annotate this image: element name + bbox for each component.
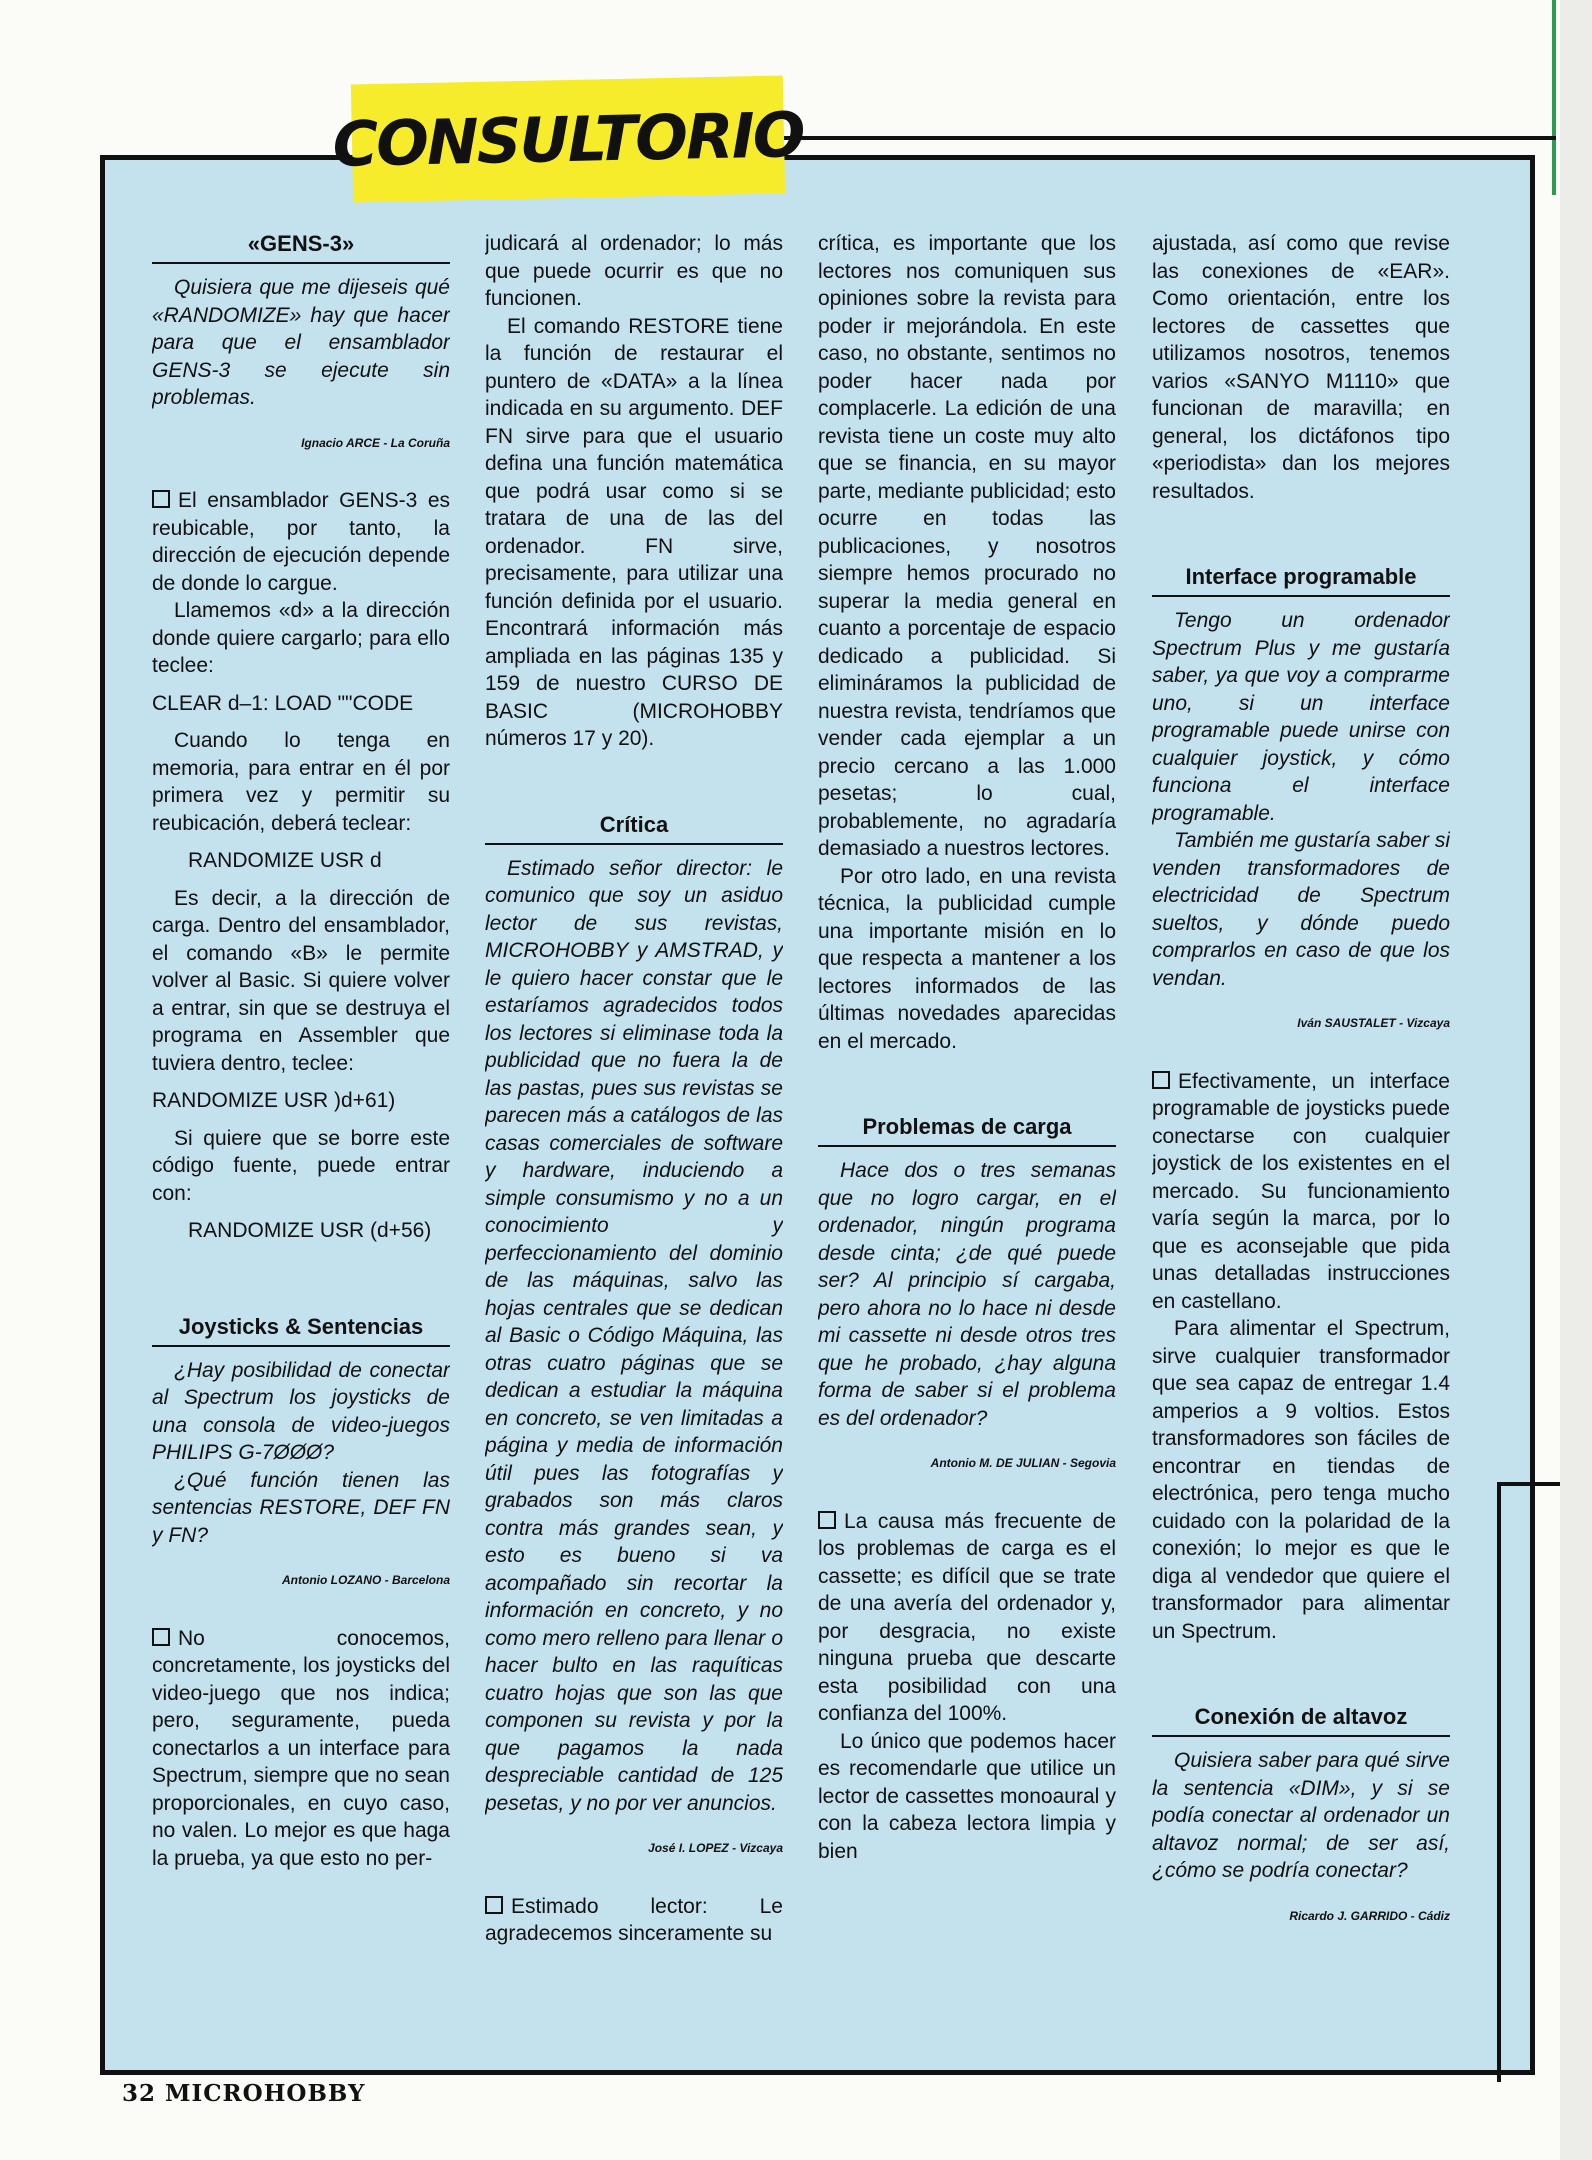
page-footer bbox=[122, 2080, 365, 2107]
signature: Ignacio ARCE - La Coruña bbox=[301, 435, 450, 450]
spacer bbox=[485, 753, 783, 811]
heading-joysticks: Joysticks & Sentencias bbox=[152, 1313, 450, 1347]
page-number: 32 bbox=[122, 2080, 157, 2107]
paragraph: Si quiere que se borre este código fuente, puede entrar con: bbox=[152, 1126, 450, 1205]
signature: Antonio M. DE JULIAN - Segovia bbox=[930, 1456, 1116, 1470]
paragraph: Lo único que podemos hacer es recomendarle que utilice un lector de cassettes monoaural y con la cabeza lectora limpia y bien bbox=[818, 1729, 1116, 1863]
signature: Ricardo J. GARRIDO - Cádiz bbox=[1289, 1908, 1450, 1923]
paragraph: Por otro lado, en una revista técnica, la publicidad cumple una importante misión en lo que respecta a mantener a los lectores informados de las últimas novedades aparecidas en el mercado. bbox=[818, 864, 1116, 1053]
question: Quisiera que me dijeseis qué «RANDOMIZE» hay que hacer para que el ensamblador GENS-3 se ejecute sin problemas. bbox=[152, 276, 450, 409]
heading-problemas-carga: Problemas de carga bbox=[818, 1113, 1116, 1147]
question: Hace dos o tres semanas que no logro cargar, en el ordenador, ningún programa desde cinta; ¿de qué puede ser? Al principio sí cargaba, pero ahora no lo hace ni desde mi cassette ni desde otros tres que he probado, ¿hay alguna forma de saber si el problema es del ordenador? bbox=[818, 1159, 1116, 1430]
heading-gens3: «GENS-3» bbox=[152, 230, 450, 264]
column-1 bbox=[152, 230, 450, 2030]
answer-box-icon bbox=[152, 1628, 170, 1646]
column-2 bbox=[485, 230, 783, 2030]
spacer bbox=[818, 1055, 1116, 1113]
heading-interface: Interface programable bbox=[1152, 563, 1450, 597]
answer: Estimado lector: Le agradecemos sinceramente su bbox=[485, 1894, 783, 1945]
question: Estimado señor director: le comunico que soy un asiduo lector de sus revistas, MICROHOBBY y AMSTRAD, y le quiero hacer constar que le estaríamos agradecidos todos los lectores si eliminase toda la publicidad que no fuera la de las pastas, pues sus revistas se parecen más a catálogos de las casas comerciales de software y hardware, induciendo a simple consumismo y no a un conocimiento y perfeccionamiento del dominio de las máquinas, salvo las hojas centrales que se dedican al Basic o Código Máquina, las otras cuatro páginas que se dedican a estudiar la máquina en concreto, se ven limitadas a página y media de información útil pues las fotografías y grabados son más claros contra más grandes sean, y esto es bueno si va acompañado sin recortar la información en concreto, y no como mero relleno para llenar o hacer bulto en las raquíticas cuatro hojas que son las que componen su revista y por la que pagamos la nada despreciable cantidad de 125 pesetas, y no por ver anuncios. bbox=[485, 856, 783, 1815]
question: ¿Qué función tienen las sentencias RESTORE, DEF FN y FN? bbox=[152, 1468, 450, 1547]
section-logo bbox=[331, 75, 805, 202]
answer-box-icon bbox=[1152, 1071, 1170, 1089]
answer-box-icon bbox=[485, 1896, 503, 1914]
green-rule bbox=[1552, 0, 1556, 195]
paragraph: Cuando lo tenga en memoria, para entrar en él por primera vez y permitir su reubicación, deberá teclear: bbox=[152, 729, 450, 835]
code-line: RANDOMIZE USR )d+61) bbox=[152, 1089, 396, 1112]
signature: José I. LOPEZ - Vizcaya bbox=[648, 1841, 783, 1855]
magazine-name: MICROHOBBY bbox=[165, 2080, 366, 2107]
code-line: RANDOMIZE USR d bbox=[188, 849, 382, 872]
paragraph: crítica, es importante que los lectores nos comuniquen sus opiniones sobre la revista para poder ir mejorándola. En este caso, no obstante, sentimos no poder hacer nada por complacerle. La edición de una revista tiene un coste muy alto que se financia, en su mayor parte, mediante publicidad; esto ocurre en todas las publicaciones, y nosotros siempre hemos procurado no superar la media general en cuanto a porcentaje de espacio dedicado a publicidad. Si elimináramos la publicidad de nuestra revista, tendríamos que vender cada ejemplar a un precio cercano a las 1.000 pesetas; lo cual, probablemente, no agradaría demasiado a nuestros lectores. bbox=[818, 232, 1116, 860]
answer: El ensamblador GENS-3 es reubicable, por tanto, la dirección de ejecución depende de donde lo cargue. bbox=[152, 489, 450, 595]
paragraph: Para alimentar el Spectrum, sirve cualquier transformador que sea capaz de entregar 1.4 amperios a 9 voltios. Estos transformadores son fáciles de encontrar en tiendas de electrónica, pero tenga mucho cuidado con la polaridad de la conexión; lo mejor es que le diga al vendedor que quiere el transformador para alimentar un Spectrum. bbox=[1152, 1317, 1450, 1643]
question: También me gustaría saber si venden transformadores de electricidad de Spectrum sueltos, y dónde puedo comprarlos en caso de que los vendan. bbox=[1152, 829, 1450, 990]
signature: Iván SAUSTALET - Vizcaya bbox=[1297, 1016, 1450, 1030]
section-logo-text: CONSULTORIO bbox=[331, 97, 805, 181]
answer-box-icon bbox=[818, 1511, 836, 1529]
heading-critica: Crítica bbox=[485, 811, 783, 845]
header-rule bbox=[780, 136, 1556, 140]
question: Tengo un ordenador Spectrum Plus y me gustaría saber, ya que voy a comprarme uno, si un interface programable puede unirse con cualquier joystick, y cómo funciona el interface programable. bbox=[1152, 609, 1450, 825]
answer: No conocemos, concretamente, los joysticks del video-juego que nos indica; pero, seguramente, pueda conectarlos a un interface para Spectrum, siempre que no sean proporcionales, en cuyo caso, no valen. Lo mejor es que haga la prueba, ya que esto no per- bbox=[152, 1626, 450, 1870]
column-3 bbox=[818, 230, 1116, 2030]
paragraph: ajustada, así como que revise las conexiones de «EAR». Como orientación, entre los lectores de cassettes que utilizamos nosotros, tenemos varios «SANYO M1110» que funcionan de maravilla; en general, los dictáfonos tipo «periodista» dan los mejores resultados. bbox=[1152, 232, 1450, 503]
corner-rule-vertical bbox=[1497, 1482, 1501, 2082]
page-edge-shade bbox=[1560, 0, 1592, 2160]
answer: Efectivamente, un interface programable de joysticks puede conectarse con cualquier joystick de los existentes en el mercado. Su funcionamiento varía según la marca, por lo que es aconsejable que pida unas detalladas instrucciones en castellano. bbox=[1152, 1069, 1450, 1313]
spacer bbox=[1152, 1645, 1450, 1703]
paragraph: Llamemos «d» a la dirección donde quiere cargarlo; para ello teclee: bbox=[152, 599, 450, 677]
paragraph: El comando RESTORE tiene la función de restaurar el puntero de «DATA» a la línea indicada en su argumento. DEF FN sirve para que el usuario defina una función matemática que podrá usar como si se tratara de una de las del ordenador. FN sirve, precisamente, para utilizar una función definida por el usuario. Encontrará información más ampliada en las páginas 135 y 159 de nuestro CURSO DE BASIC (MICROHOBBY números 17 y 20). bbox=[485, 314, 783, 750]
spacer bbox=[152, 1255, 450, 1313]
code-line: CLEAR d–1: LOAD ""CODE bbox=[152, 691, 414, 715]
question: Quisiera saber para qué sirve la sentencia «DIM», y si se podía conectar al ordenador un altavoz normal; de ser así, ¿cómo se podría conectar? bbox=[1152, 1749, 1450, 1882]
paragraph: Es decir, a la dirección de carga. Dentro del ensamblador, el comando «B» le permite volver al Basic. Si quiere volver a entrar, sin que se destruya el programa en Assembler que tuviera dentro, teclee: bbox=[152, 886, 450, 1075]
question: ¿Hay posibilidad de conectar al Spectrum los joysticks de una consola de video-juegos PHILIPS G-7ØØØ? bbox=[152, 1358, 450, 1464]
column-4 bbox=[1152, 230, 1450, 2030]
heading-altavoz: Conexión de altavoz bbox=[1152, 1703, 1450, 1737]
spacer bbox=[1152, 505, 1450, 563]
paragraph: judicará al ordenador; lo más que puede ocurrir es que no funcionen. bbox=[485, 232, 783, 310]
answer-box-icon bbox=[152, 490, 170, 508]
corner-rule bbox=[1497, 1482, 1560, 1486]
answer: La causa más frecuente de los problemas de carga es el cassette; es difícil que se trate de una avería del ordenador y, por desgracia, no existe ninguna prueba que descarte esta posibilidad con una confianza del 100%. bbox=[818, 1509, 1116, 1725]
code-line: RANDOMIZE USR (d+56) bbox=[188, 1219, 432, 1242]
signature: Antonio LOZANO - Barcelona bbox=[282, 1573, 450, 1587]
